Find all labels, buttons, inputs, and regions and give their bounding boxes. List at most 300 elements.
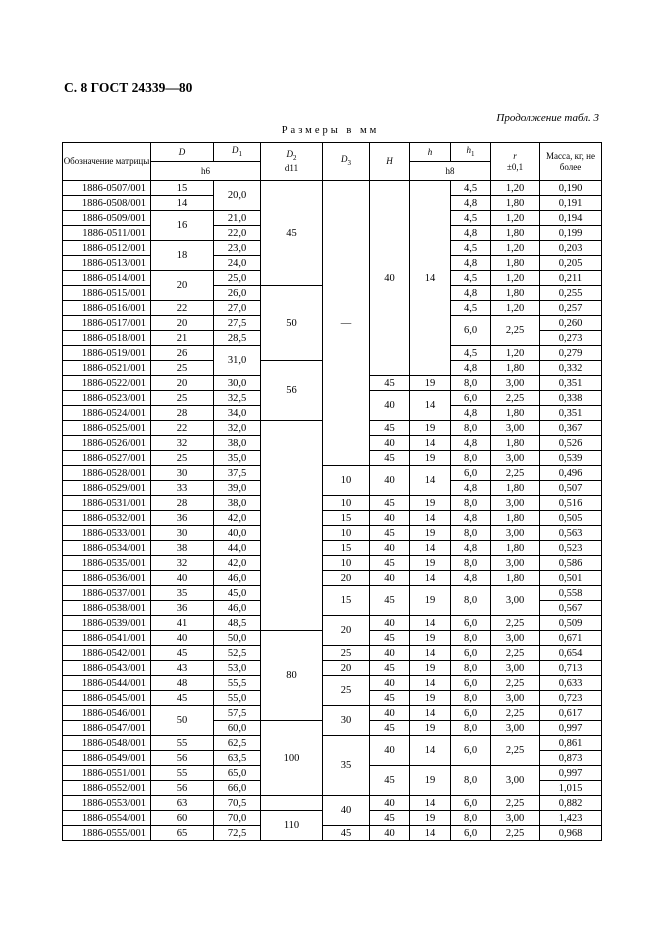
cell-r: 1,80 (491, 196, 540, 211)
cell-D1: 22,0 (214, 226, 261, 241)
table-row (63, 571, 602, 586)
cell-D: 28 (151, 496, 214, 511)
cell-mass: 0,505 (540, 511, 602, 526)
cell-designation: 1886-0524/001 (63, 406, 151, 421)
cell-h: 14 (410, 541, 451, 556)
cell-D1: 28,5 (214, 331, 261, 346)
cell-D1: 23,0 (214, 241, 261, 256)
cell-D1: 40,0 (214, 526, 261, 541)
cell-D: 38 (151, 541, 214, 556)
cell-r: 3,00 (491, 556, 540, 571)
cell-designation: 1886-0554/001 (63, 811, 151, 826)
cell-D: 26 (151, 346, 214, 361)
cell-h: 14 (410, 616, 451, 631)
cell-D: 40 (151, 631, 214, 646)
cell-designation: 1886-0525/001 (63, 421, 151, 436)
cell-h1: 4,5 (451, 301, 491, 316)
cell-H: 45 (370, 526, 410, 541)
cell-D3: 15 (323, 586, 370, 616)
cell-designation: 1886-0513/001 (63, 256, 151, 271)
cell-h1: 8,0 (451, 526, 491, 541)
cell-H: 40 (370, 391, 410, 421)
cell-mass: 0,190 (540, 181, 602, 196)
cell-h1: 8,0 (451, 811, 491, 826)
cell-h1: 4,5 (451, 241, 491, 256)
cell-H: 45 (370, 811, 410, 826)
cell-D1: 48,5 (214, 616, 261, 631)
cell-D1: 27,0 (214, 301, 261, 316)
cell-mass: 0,617 (540, 706, 602, 721)
cell-D2 (261, 796, 323, 811)
cell-designation: 1886-0542/001 (63, 646, 151, 661)
cell-D: 32 (151, 436, 214, 451)
cell-designation: 1886-0553/001 (63, 796, 151, 811)
cell-D: 45 (151, 691, 214, 706)
cell-h1: 4,8 (451, 286, 491, 301)
cell-mass: 0,496 (540, 466, 602, 481)
cell-designation: 1886-0532/001 (63, 511, 151, 526)
cell-D1: 52,5 (214, 646, 261, 661)
cell-H: 40 (370, 466, 410, 496)
cell-D: 40 (151, 571, 214, 586)
cell-r: 1,80 (491, 511, 540, 526)
col-mass: Масса, кг, не более (540, 143, 602, 181)
table-row (63, 496, 602, 511)
cell-h1: 4,8 (451, 196, 491, 211)
cell-r: 2,25 (491, 646, 540, 661)
cell-D: 48 (151, 676, 214, 691)
cell-h: 19 (410, 586, 451, 616)
cell-D3: 40 (323, 796, 370, 826)
table-row (63, 661, 602, 676)
cell-D1: 31,0 (214, 346, 261, 376)
cell-h: 14 (410, 571, 451, 586)
cell-D1: 32,5 (214, 391, 261, 406)
table-row (63, 676, 602, 691)
cell-designation: 1886-0512/001 (63, 241, 151, 256)
cell-D3: 25 (323, 676, 370, 706)
cell-H: 45 (370, 586, 410, 616)
cell-mass: 0,654 (540, 646, 602, 661)
cell-mass: 0,723 (540, 691, 602, 706)
cell-h: 19 (410, 766, 451, 796)
cell-H: 45 (370, 376, 410, 391)
cell-r: 1,80 (491, 406, 540, 421)
cell-r: 1,20 (491, 181, 540, 196)
cell-h1: 8,0 (451, 691, 491, 706)
cell-D1: 72,5 (214, 826, 261, 841)
cell-h: 19 (410, 376, 451, 391)
cell-D: 25 (151, 361, 214, 376)
cell-D3: 30 (323, 706, 370, 736)
cell-D3: 45 (323, 826, 370, 841)
cell-h: 19 (410, 721, 451, 736)
cell-designation: 1886-0509/001 (63, 211, 151, 226)
cell-h1: 6,0 (451, 316, 491, 346)
cell-designation: 1886-0547/001 (63, 721, 151, 736)
cell-D: 33 (151, 481, 214, 496)
table-row (63, 541, 602, 556)
cell-D3: 10 (323, 466, 370, 496)
cell-mass: 0,279 (540, 346, 602, 361)
cell-D1: 46,0 (214, 601, 261, 616)
cell-D2 (261, 421, 323, 631)
cell-D: 20 (151, 271, 214, 301)
cell-designation: 1886-0515/001 (63, 286, 151, 301)
cell-D1: 34,0 (214, 406, 261, 421)
cell-H: 40 (370, 706, 410, 721)
cell-designation: 1886-0523/001 (63, 391, 151, 406)
table-row (63, 466, 602, 481)
cell-H: 40 (370, 616, 410, 631)
cell-mass: 0,194 (540, 211, 602, 226)
cell-h1: 4,8 (451, 226, 491, 241)
cell-D: 55 (151, 736, 214, 751)
cell-h1: 4,8 (451, 511, 491, 526)
cell-mass: 0,968 (540, 826, 602, 841)
col-designation: Обозначение матрицы (63, 143, 151, 181)
cell-designation: 1886-0533/001 (63, 526, 151, 541)
cell-designation: 1886-0514/001 (63, 271, 151, 286)
cell-mass: 0,205 (540, 256, 602, 271)
cell-h: 19 (410, 811, 451, 826)
cell-h: 19 (410, 661, 451, 676)
cell-designation: 1886-0529/001 (63, 481, 151, 496)
cell-D: 36 (151, 511, 214, 526)
cell-designation: 1886-0548/001 (63, 736, 151, 751)
cell-mass: 0,338 (540, 391, 602, 406)
cell-D3: 15 (323, 541, 370, 556)
table-row (63, 616, 602, 631)
cell-designation: 1886-0527/001 (63, 451, 151, 466)
cell-h: 19 (410, 556, 451, 571)
cell-D3: 35 (323, 736, 370, 796)
cell-designation: 1886-0549/001 (63, 751, 151, 766)
cell-h: 19 (410, 526, 451, 541)
cell-D3: 25 (323, 646, 370, 661)
cell-h: 14 (410, 181, 451, 376)
cell-designation: 1886-0516/001 (63, 301, 151, 316)
cell-D1: 42,0 (214, 511, 261, 526)
cell-mass: 0,211 (540, 271, 602, 286)
cell-mass: 0,861 (540, 736, 602, 751)
cell-D: 20 (151, 316, 214, 331)
cell-D1: 30,0 (214, 376, 261, 391)
cell-D3: 10 (323, 496, 370, 511)
cell-r: 3,00 (491, 661, 540, 676)
cell-h1: 4,8 (451, 481, 491, 496)
cell-designation: 1886-0539/001 (63, 616, 151, 631)
cell-r: 3,00 (491, 421, 540, 436)
cell-H: 45 (370, 421, 410, 436)
cell-D1: 53,0 (214, 661, 261, 676)
cell-D1: 57,5 (214, 706, 261, 721)
cell-D1: 46,0 (214, 571, 261, 586)
cell-mass: 1,015 (540, 781, 602, 796)
cell-r: 1,20 (491, 211, 540, 226)
cell-r: 3,00 (491, 766, 540, 796)
col-D: D (151, 143, 214, 162)
cell-h: 14 (410, 436, 451, 451)
cell-mass: 0,332 (540, 361, 602, 376)
cell-r: 1,80 (491, 541, 540, 556)
cell-D1: 20,0 (214, 181, 261, 211)
cell-h1: 6,0 (451, 736, 491, 766)
cell-r: 3,00 (491, 451, 540, 466)
cell-designation: 1886-0534/001 (63, 541, 151, 556)
cell-r: 1,20 (491, 301, 540, 316)
cell-r: 2,25 (491, 616, 540, 631)
cell-D: 43 (151, 661, 214, 676)
cell-r: 3,00 (491, 691, 540, 706)
cell-designation: 1886-0517/001 (63, 316, 151, 331)
cell-designation: 1886-0551/001 (63, 766, 151, 781)
cell-designation: 1886-0545/001 (63, 691, 151, 706)
cell-designation: 1886-0544/001 (63, 676, 151, 691)
cell-D: 28 (151, 406, 214, 421)
units-caption: Размеры в мм (281, 125, 380, 136)
cell-mass: 0,507 (540, 481, 602, 496)
cell-D1: 37,5 (214, 466, 261, 481)
cell-h1: 4,5 (451, 181, 491, 196)
cell-D: 45 (151, 646, 214, 661)
cell-D1: 21,0 (214, 211, 261, 226)
cell-h1: 4,8 (451, 436, 491, 451)
cell-D: 14 (151, 196, 214, 211)
dimensions-table (62, 142, 602, 841)
cell-mass: 0,713 (540, 661, 602, 676)
cell-D1: 50,0 (214, 631, 261, 646)
cell-r: 1,80 (491, 571, 540, 586)
cell-h1: 8,0 (451, 376, 491, 391)
cell-r: 3,00 (491, 526, 540, 541)
cell-designation: 1886-0537/001 (63, 586, 151, 601)
cell-h1: 8,0 (451, 421, 491, 436)
cell-designation: 1886-0518/001 (63, 331, 151, 346)
cell-designation: 1886-0535/001 (63, 556, 151, 571)
cell-r: 3,00 (491, 721, 540, 736)
cell-H: 45 (370, 721, 410, 736)
cell-D2: 56 (261, 361, 323, 421)
cell-r: 1,80 (491, 481, 540, 496)
cell-h: 14 (410, 511, 451, 526)
cell-r: 2,25 (491, 736, 540, 766)
cell-H: 40 (370, 541, 410, 556)
cell-mass: 0,882 (540, 796, 602, 811)
cell-D1: 70,5 (214, 796, 261, 811)
cell-mass: 0,558 (540, 586, 602, 601)
cell-D: 22 (151, 421, 214, 436)
cell-H: 40 (370, 796, 410, 811)
cell-D3: 20 (323, 616, 370, 646)
cell-D: 22 (151, 301, 214, 316)
cell-D1: 60,0 (214, 721, 261, 736)
cell-designation: 1886-0531/001 (63, 496, 151, 511)
cell-designation: 1886-0522/001 (63, 376, 151, 391)
cell-designation: 1886-0536/001 (63, 571, 151, 586)
cell-D1: 32,0 (214, 421, 261, 436)
cell-H: 40 (370, 736, 410, 766)
cell-h1: 6,0 (451, 826, 491, 841)
cell-mass: 0,255 (540, 286, 602, 301)
cell-D2: 50 (261, 286, 323, 361)
cell-designation: 1886-0552/001 (63, 781, 151, 796)
cell-D1: 42,0 (214, 556, 261, 571)
cell-mass: 0,509 (540, 616, 602, 631)
cell-h1: 8,0 (451, 631, 491, 646)
cell-D2: 45 (261, 181, 323, 286)
table-row (63, 526, 602, 541)
cell-designation: 1886-0538/001 (63, 601, 151, 616)
cell-mass: 0,997 (540, 766, 602, 781)
cell-mass: 0,523 (540, 541, 602, 556)
cell-D1: 25,0 (214, 271, 261, 286)
table-row (63, 736, 602, 751)
cell-r: 2,25 (491, 796, 540, 811)
table-row (63, 706, 602, 721)
table-row (63, 796, 602, 811)
cell-h1: 6,0 (451, 466, 491, 481)
cell-H: 40 (370, 571, 410, 586)
cell-h: 19 (410, 631, 451, 646)
cell-D: 56 (151, 781, 214, 796)
cell-D3: 10 (323, 526, 370, 541)
cell-D1: 38,0 (214, 496, 261, 511)
cell-h1: 4,5 (451, 346, 491, 361)
cell-h1: 8,0 (451, 766, 491, 796)
table-row (63, 556, 602, 571)
cell-D1: 65,0 (214, 766, 261, 781)
cell-h1: 4,8 (451, 406, 491, 421)
cell-H: 40 (370, 646, 410, 661)
cell-h1: 6,0 (451, 706, 491, 721)
cell-mass: 0,526 (540, 436, 602, 451)
col-H: H (370, 143, 410, 181)
cell-r: 3,00 (491, 496, 540, 511)
cell-mass: 0,501 (540, 571, 602, 586)
cell-h: 19 (410, 496, 451, 511)
cell-H: 40 (370, 436, 410, 451)
cell-H: 45 (370, 661, 410, 676)
cell-H: 45 (370, 451, 410, 466)
cell-mass: 0,671 (540, 631, 602, 646)
cell-H: 45 (370, 691, 410, 706)
cell-D: 50 (151, 706, 214, 736)
cell-h1: 8,0 (451, 451, 491, 466)
cell-r: 3,00 (491, 811, 540, 826)
cell-h1: 4,5 (451, 211, 491, 226)
col-D1: $D_1$ (214, 143, 261, 162)
cell-designation: 1886-0546/001 (63, 706, 151, 721)
cell-designation: 1886-0507/001 (63, 181, 151, 196)
cell-h: 19 (410, 691, 451, 706)
cell-h1: 4,8 (451, 541, 491, 556)
tol-h8: h8 (410, 162, 491, 181)
cell-r: 1,20 (491, 346, 540, 361)
cell-h1: 8,0 (451, 496, 491, 511)
table-continuation-label: Продолжение табл. 3 (496, 112, 599, 124)
cell-mass: 0,351 (540, 376, 602, 391)
cell-D: 63 (151, 796, 214, 811)
cell-r: 1,80 (491, 286, 540, 301)
cell-r: 2,25 (491, 391, 540, 406)
cell-D1: 27,5 (214, 316, 261, 331)
cell-mass: 0,203 (540, 241, 602, 256)
cell-r: 3,00 (491, 631, 540, 646)
cell-mass: 0,633 (540, 676, 602, 691)
cell-r: 2,25 (491, 676, 540, 691)
cell-designation: 1886-0543/001 (63, 661, 151, 676)
cell-mass: 0,586 (540, 556, 602, 571)
cell-D: 60 (151, 811, 214, 826)
cell-h: 19 (410, 451, 451, 466)
cell-h1: 6,0 (451, 391, 491, 406)
cell-h: 14 (410, 646, 451, 661)
cell-h1: 8,0 (451, 721, 491, 736)
cell-D: 25 (151, 451, 214, 466)
cell-mass: 0,260 (540, 316, 602, 331)
cell-D2: 80 (261, 631, 323, 721)
cell-designation: 1886-0508/001 (63, 196, 151, 211)
cell-designation: 1886-0521/001 (63, 361, 151, 376)
cell-D1: 55,5 (214, 676, 261, 691)
cell-h: 14 (410, 676, 451, 691)
cell-h: 14 (410, 466, 451, 496)
cell-D1: 55,0 (214, 691, 261, 706)
table-body (63, 181, 602, 841)
cell-D: 41 (151, 616, 214, 631)
cell-r: 2,25 (491, 466, 540, 481)
cell-D3: 20 (323, 661, 370, 676)
cell-D: 55 (151, 766, 214, 781)
cell-D: 18 (151, 241, 214, 271)
cell-h1: 6,0 (451, 616, 491, 631)
cell-D: 36 (151, 601, 214, 616)
cell-r: 2,25 (491, 316, 540, 346)
col-h1: $h_1$ (451, 143, 491, 162)
cell-mass: 0,273 (540, 331, 602, 346)
cell-D3: 10 (323, 556, 370, 571)
cell-mass: 0,567 (540, 601, 602, 616)
cell-D: 32 (151, 556, 214, 571)
cell-D2: 100 (261, 721, 323, 796)
cell-r: 1,20 (491, 271, 540, 286)
cell-designation: 1886-0541/001 (63, 631, 151, 646)
cell-D: 30 (151, 466, 214, 481)
cell-h: 14 (410, 796, 451, 811)
cell-D: 21 (151, 331, 214, 346)
tol-h6: h6 (151, 162, 261, 181)
cell-h1: 8,0 (451, 556, 491, 571)
cell-designation: 1886-0511/001 (63, 226, 151, 241)
cell-D1: 38,0 (214, 436, 261, 451)
cell-h: 14 (410, 826, 451, 841)
cell-D: 35 (151, 586, 214, 601)
cell-designation: 1886-0519/001 (63, 346, 151, 361)
cell-designation: 1886-0526/001 (63, 436, 151, 451)
col-D3: $D_3$ (323, 143, 370, 181)
cell-mass: 0,257 (540, 301, 602, 316)
cell-D: 30 (151, 526, 214, 541)
cell-D1: 26,0 (214, 286, 261, 301)
cell-r: 3,00 (491, 376, 540, 391)
table-row (63, 511, 602, 526)
cell-h1: 6,0 (451, 796, 491, 811)
cell-H: 40 (370, 826, 410, 841)
cell-D: 20 (151, 376, 214, 391)
cell-H: 40 (370, 181, 410, 376)
cell-D: 25 (151, 391, 214, 406)
